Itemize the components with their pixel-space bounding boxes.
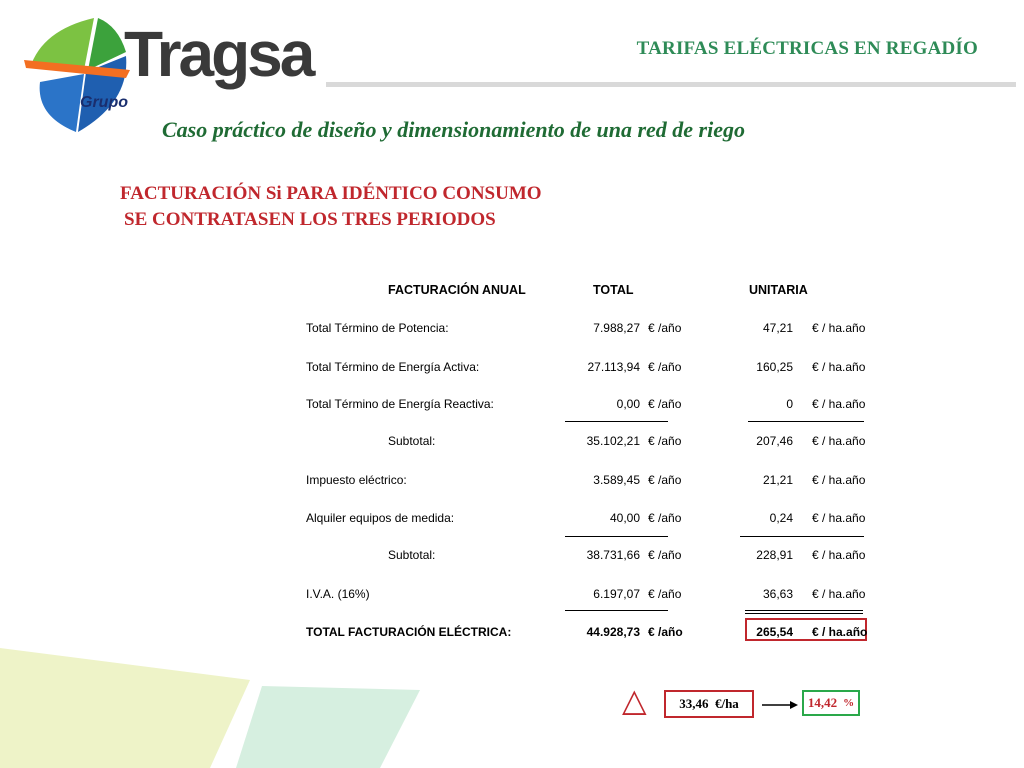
- row-unit-unit: € / ha.año: [812, 511, 866, 525]
- row-unit-value: 0,24: [769, 511, 793, 525]
- row-total: 38.731,66: [586, 548, 640, 562]
- header-divider: [326, 82, 1016, 87]
- row-unit-unit: € / ha.año: [812, 587, 866, 601]
- total-value: 44.928,73: [586, 625, 640, 639]
- row-unit-value: 160,25: [756, 360, 793, 374]
- sum-rule: [745, 610, 863, 611]
- row-unit-unit: € / ha.año: [812, 321, 866, 335]
- delta-value: 33,46: [679, 696, 709, 711]
- row-unit-unit: € / ha.año: [812, 397, 866, 411]
- row-label: I.V.A. (16%): [306, 587, 370, 601]
- row-total: 0,00: [616, 397, 640, 411]
- row-unit-value: 21,21: [762, 473, 793, 487]
- total-unit-value: 265,54: [756, 625, 793, 639]
- total-unit: € /año: [648, 625, 683, 639]
- row-unit-unit: € / ha.año: [812, 434, 866, 448]
- row-total: 40,00: [609, 511, 640, 525]
- row-total-unit: € /año: [648, 548, 682, 562]
- section-headline: [120, 181, 542, 233]
- sum-rule: [565, 610, 668, 611]
- row-label: Subtotal:: [388, 548, 436, 562]
- row-label: Impuesto eléctrico:: [306, 473, 407, 487]
- sum-rule: [740, 536, 864, 537]
- sum-rule: [745, 613, 863, 614]
- logo-subtitle: Grupo: [80, 94, 128, 111]
- row-unit-unit: € / ha.año: [812, 548, 866, 562]
- headline-line-1: FACTURACIÓN Si PARA IDÉNTICO CONSUMO: [120, 183, 542, 204]
- row-unit-value: 0: [786, 397, 793, 411]
- total-unit-unit: € / ha.año: [812, 625, 868, 639]
- row-total: 35.102,21: [586, 434, 640, 448]
- sum-rule: [565, 536, 668, 537]
- sum-rule: [565, 421, 668, 422]
- col-header-label: FACTURACIÓN ANUAL: [388, 283, 526, 297]
- row-total-unit: € /año: [648, 360, 682, 374]
- row-total-unit: € /año: [648, 321, 682, 335]
- percent-sign: %: [843, 697, 855, 709]
- delta-unit: €/ha: [714, 696, 739, 711]
- col-header-unit: UNITARIA: [749, 283, 808, 297]
- row-total: 27.113,94: [587, 360, 640, 374]
- row-total-unit: € /año: [648, 397, 682, 411]
- delta-value-box: [664, 690, 754, 718]
- row-total: 3.589,45: [593, 473, 640, 487]
- row-total-unit: € /año: [648, 473, 682, 487]
- percent-box: [802, 690, 860, 716]
- row-label: Total Término de Energía Reactiva:: [306, 397, 494, 411]
- row-unit-value: 207,46: [756, 434, 793, 448]
- percent-value: 14,42: [807, 695, 838, 710]
- sum-rule: [748, 421, 864, 422]
- row-unit-value: 47,21: [762, 321, 793, 335]
- row-label: Subtotal:: [388, 434, 436, 448]
- logo-wordmark: Tragsa: [124, 18, 313, 90]
- page-subtitle: Caso práctico de diseño y dimensionamiento de una red de riego: [162, 117, 745, 142]
- row-label: Alquiler equipos de medida:: [306, 511, 455, 525]
- row-total: 7.988,27: [593, 321, 640, 335]
- row-unit-unit: € / ha.año: [812, 360, 866, 374]
- row-total: 6.197,07: [593, 587, 640, 601]
- bottom-decoration: [0, 640, 1024, 768]
- arrow-right-icon: [762, 698, 798, 712]
- row-label: Total Término de Energía Activa:: [306, 360, 480, 374]
- header-title: TARIFAS ELÉCTRICAS EN REGADÍO: [636, 38, 978, 59]
- row-total-unit: € /año: [648, 511, 682, 525]
- row-label: Total Término de Potencia:: [306, 321, 449, 335]
- col-header-total: TOTAL: [593, 283, 634, 297]
- row-total-unit: € /año: [648, 434, 682, 448]
- delta-icon: △: [622, 682, 647, 718]
- row-unit-value: 228,91: [756, 548, 793, 562]
- total-label: TOTAL FACTURACIÓN ELÉCTRICA:: [306, 625, 512, 639]
- row-unit-unit: € / ha.año: [812, 473, 866, 487]
- row-unit-value: 36,63: [762, 587, 793, 601]
- row-total-unit: € /año: [648, 587, 682, 601]
- headline-line-2: SE CONTRATASEN LOS TRES PERIODOS: [124, 209, 496, 230]
